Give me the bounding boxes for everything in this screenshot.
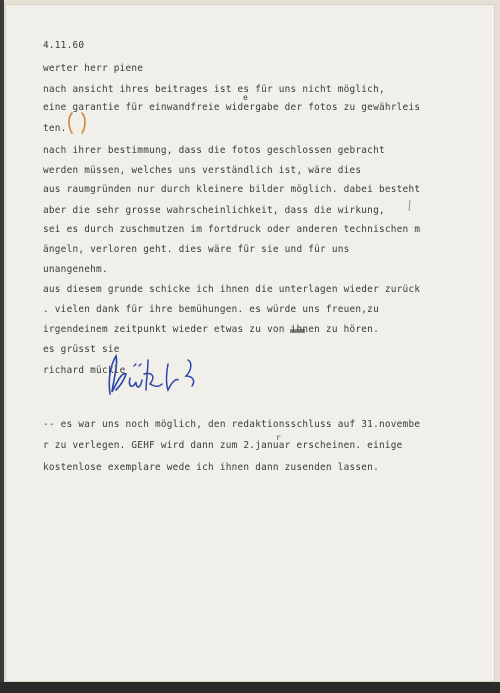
body-line: nach ihrer bestimmung, dass die fotos geschlossen gebracht <box>43 145 385 156</box>
body-line: ängeln, verloren geht. dies wäre für sie und für uns <box>43 244 350 255</box>
pencil-tick-mark <box>406 199 414 213</box>
pencil-bracket-mark <box>66 111 88 135</box>
letter-date: 4.11.60 <box>43 40 85 51</box>
postscript-line: -- es war uns noch möglich, den redaktionsschluss auf 31.novembe <box>43 419 421 430</box>
body-line: . vielen dank für ihre bemühungen. es würde uns freuen,zu <box>43 304 379 315</box>
body-line: aber die sehr grosse wahrscheinlichkeit, dass die wirkung, <box>43 205 385 216</box>
typed-signature-name: richard mückle <box>43 365 126 376</box>
closing: es grüsst sie <box>43 344 120 355</box>
body-line: unangenehm. <box>43 264 108 275</box>
body-line: eine garantie für einwandfreie widergabe der fotos zu gewährleis <box>43 102 421 113</box>
body-line: werden müssen, welches uns verständlich ist, wäre dies <box>43 165 362 176</box>
strikethrough-mark <box>289 327 307 335</box>
postscript-line: r zu verlegen. GEHF wird dann zum 2.januar erscheinen. einige <box>43 440 403 451</box>
body-line: aus raumgründen nur durch kleinere bilder möglich. dabei besteht <box>43 184 421 195</box>
scan-bottom-edge <box>0 682 500 693</box>
inserted-character: r <box>276 433 281 442</box>
body-line: aus diesem grunde schicke ich ihnen die unterlagen wieder zurück <box>43 284 421 295</box>
body-line: nach ansicht ihres beitrages ist es für uns nicht möglich, <box>43 84 385 95</box>
inserted-character: e <box>243 93 248 102</box>
body-line: sei es durch zuschmutzen im fortdruck oder anderen technischen m <box>43 224 421 235</box>
body-line: irgendeinem zeitpunkt wieder etwas zu von ihnen zu hören. <box>43 324 379 335</box>
salutation: werter herr piene <box>43 63 144 74</box>
handwritten-signature <box>96 350 216 400</box>
body-line: ten. <box>43 123 67 134</box>
scan-left-edge <box>0 0 4 693</box>
postscript-line: kostenlose exemplare wede ich ihnen dann zusenden lassen. <box>43 462 379 473</box>
